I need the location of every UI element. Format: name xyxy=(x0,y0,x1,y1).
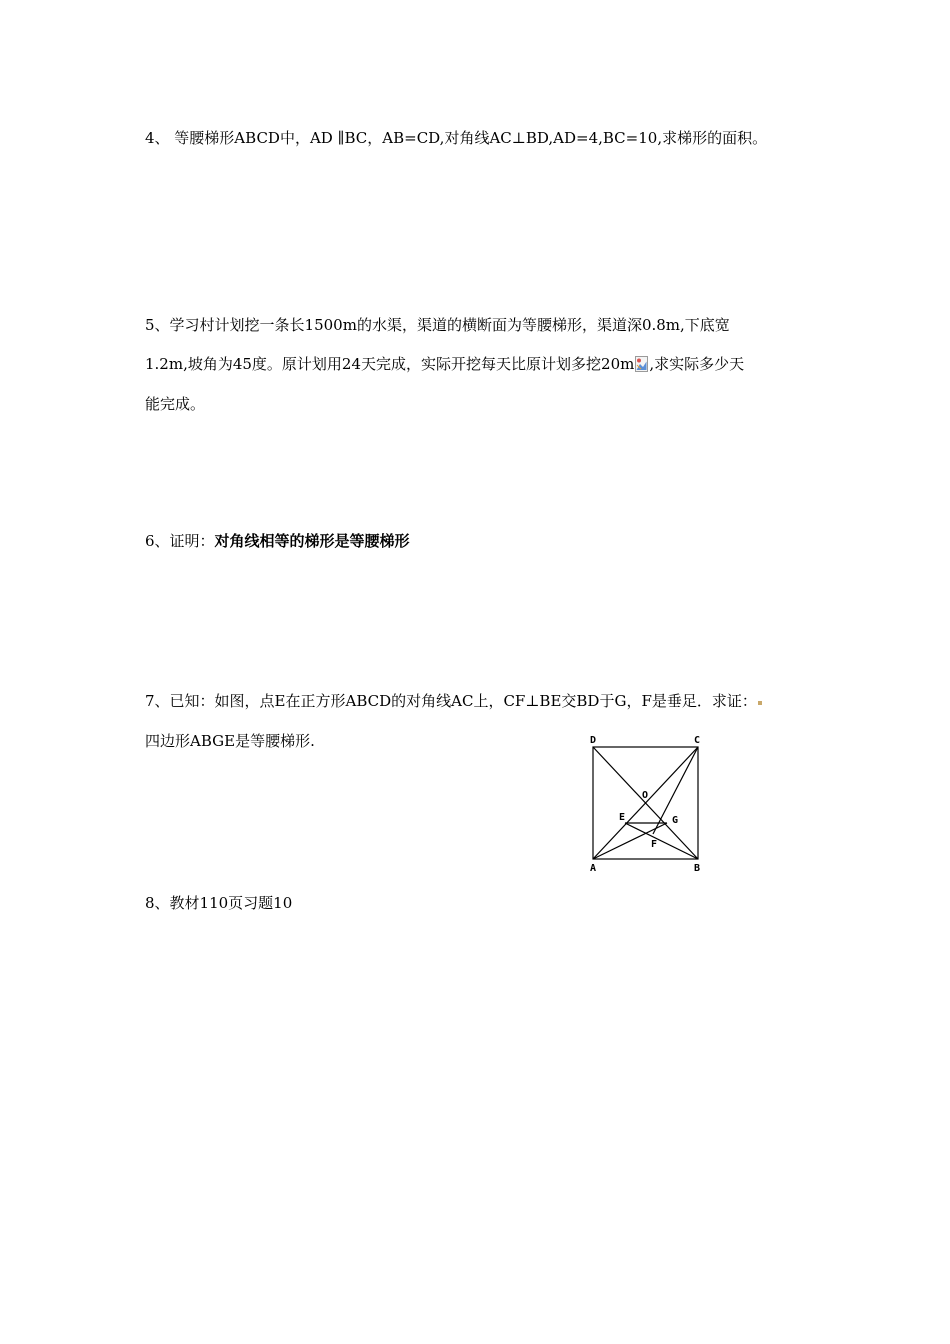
problem-7-line-2 xyxy=(145,731,315,751)
problem-5-line-1 xyxy=(145,315,730,335)
problem-4-text: 4、 等腰梯形ABCD中，AD ∥BC，AB=CD,对角线AC⊥BD,AD=4,BC=10,求梯形的面积。 xyxy=(145,129,768,147)
problem-5-text-1: 5、学习村计划挖一条长1500m的水渠，渠道的横断面为等腰梯形，渠道深0.8m,下底宽 xyxy=(145,316,730,334)
problem-5-text-3: 能完成。 xyxy=(145,395,206,413)
label-o: O xyxy=(642,790,649,801)
problem-7-line-1 xyxy=(145,691,762,711)
label-f: F xyxy=(651,839,658,850)
problem-7-text-2: 四边形ABGE是等腰梯形. xyxy=(145,732,315,750)
square-diagram xyxy=(582,730,712,875)
segment-be xyxy=(625,823,698,859)
problem-5-text-2a: 1.2m,坡角为45度。原计划用24天完成，实际开挖每天比原计划多挖20m xyxy=(145,355,635,373)
problem-7-text-1b: ： xyxy=(741,692,757,710)
problem-6-prefix: 6、证明： xyxy=(145,532,215,550)
label-e: E xyxy=(619,812,626,823)
problem-6 xyxy=(145,531,410,551)
problem-8-text: 8、教材110页习题10 xyxy=(145,894,293,912)
problem-8 xyxy=(145,893,292,913)
problem-7-text-1a: 7、已知：如图，点E在正方形ABCD的对角线AC上，CF⊥BE交BD于G，F是垂足．求证 xyxy=(145,692,742,710)
problem-4 xyxy=(145,128,767,148)
label-d: D xyxy=(590,735,597,746)
label-a: A xyxy=(590,863,597,874)
problem-5-line-2 xyxy=(145,354,744,374)
dot-mark-icon xyxy=(758,701,762,705)
problem-5-text-2b: ,求实际多少天 xyxy=(649,355,745,373)
label-b: B xyxy=(694,863,701,874)
problem-6-statement: 对角线相等的梯形是等腰梯形 xyxy=(214,532,410,550)
problem-5-line-3 xyxy=(145,394,205,414)
broken-image-icon xyxy=(635,356,648,372)
label-c: C xyxy=(694,735,701,746)
label-g: G xyxy=(672,815,679,826)
